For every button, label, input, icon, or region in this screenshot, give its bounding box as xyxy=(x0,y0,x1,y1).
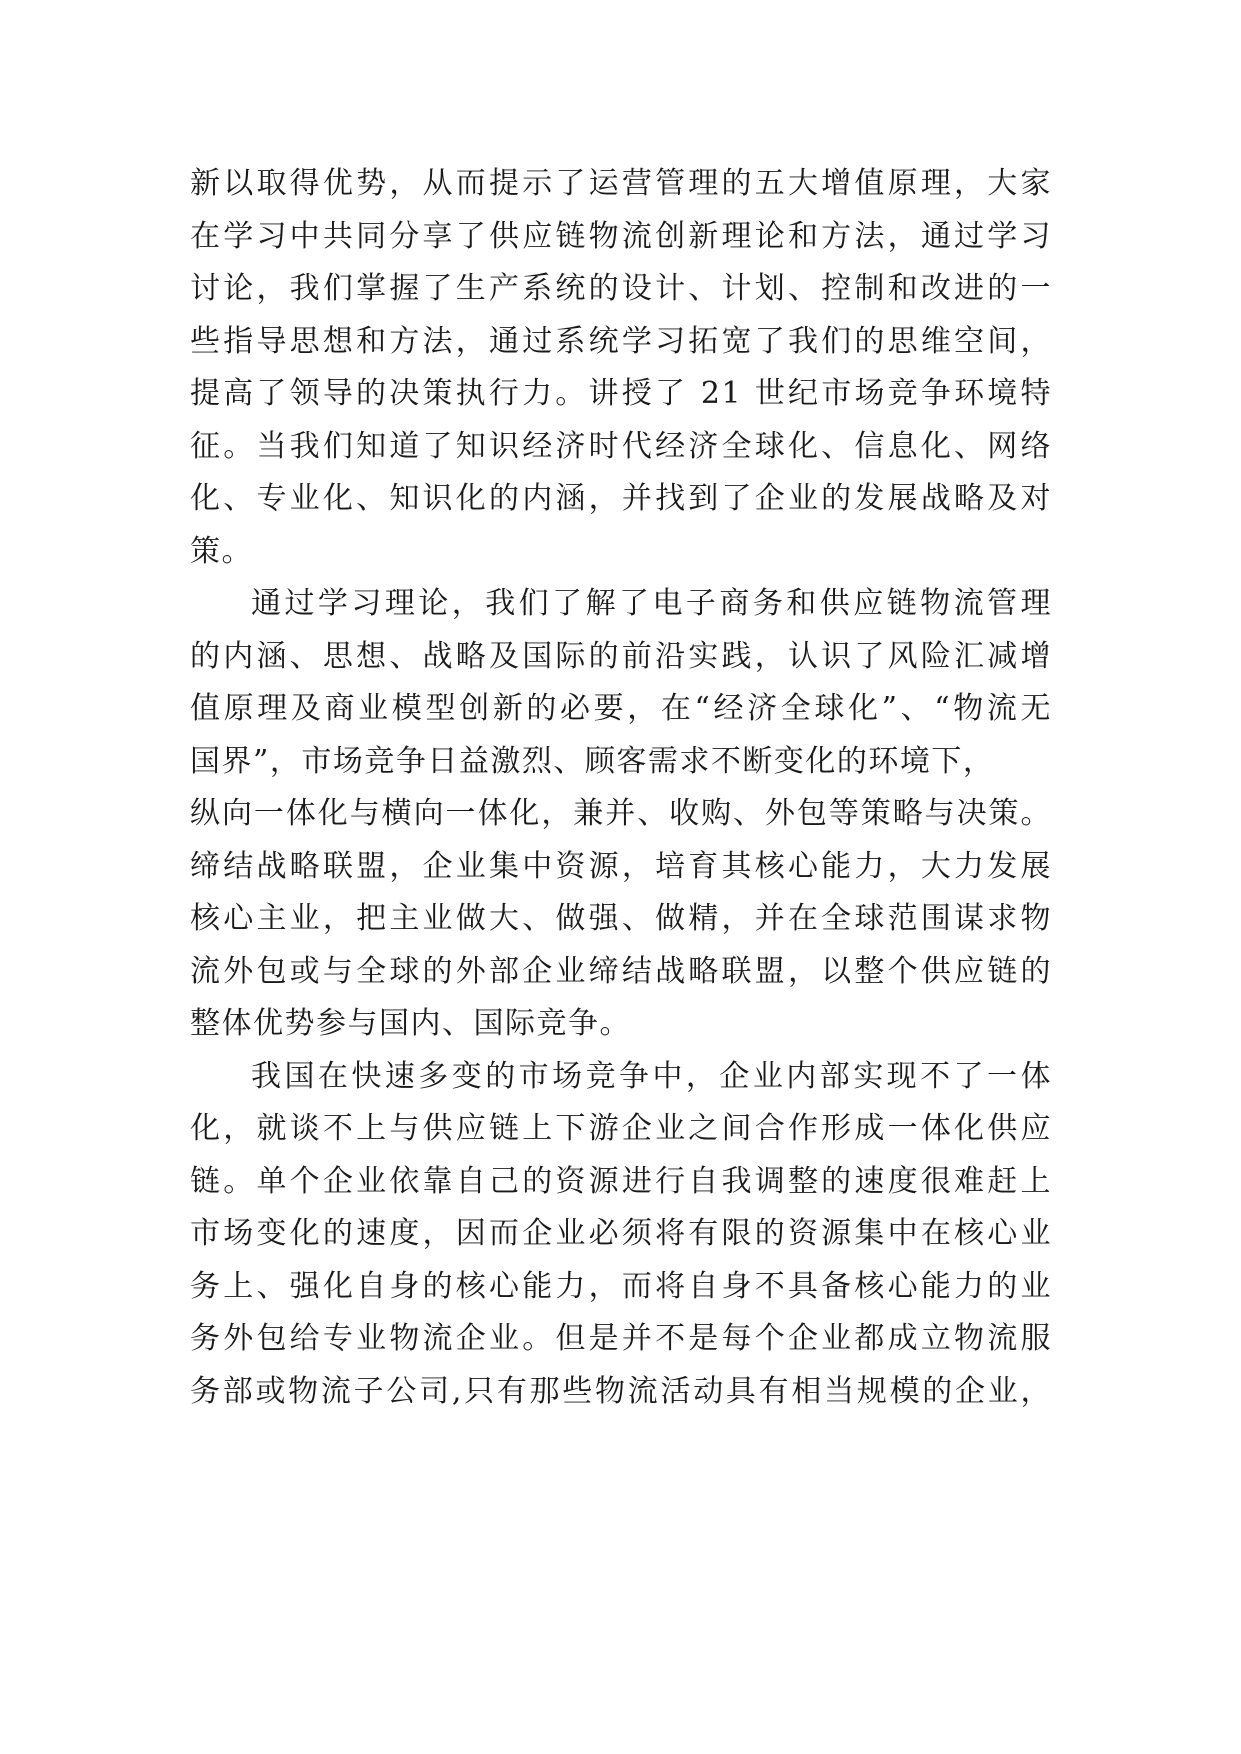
text-line: 值原理及商业模型创新的必要，在“经济全球化”、“物流无 xyxy=(190,691,1052,726)
text-line: 化，就谈不上与供应链上下游企业之间合作形成一体化供应 xyxy=(190,1111,1052,1146)
text-line: 些指导思想和方法，通过系统学习拓宽了我们的思维空间， xyxy=(190,323,1052,359)
text-line: 讨论，我们掌握了生产系统的设计、计划、控制和改进的一 xyxy=(190,271,1052,306)
text-line: 征。当我们知道了知识经济时代经济全球化、信息化、网络 xyxy=(190,428,1052,464)
text-line: 策。 xyxy=(190,533,253,569)
text-line: 务外包给专业物流企业。但是并不是每个企业都成立物流服 xyxy=(190,1321,1052,1356)
paragraph-start-line: 我国在快速多变的市场竞争中，企业内部实现不了一体 xyxy=(251,1058,1052,1094)
text-line: 在学习中共同分享了供应链物流创新理论和方法，通过学习 xyxy=(190,218,1052,254)
text-line: 市场变化的速度，因而企业必须将有限的资源集中在核心业 xyxy=(190,1216,1052,1251)
text-line: 新以取得优势，从而提示了运营管理的五大增值原理，大家 xyxy=(190,166,1052,201)
paragraph-start-line: 通过学习理论，我们了解了电子商务和供应链物流管理 xyxy=(251,586,1052,621)
text-line: 核心主业，把主业做大、做强、做精，并在全球范围谋求物 xyxy=(190,901,1052,936)
text-line: 缔结战略联盟，企业集中资源，培育其核心能力，大力发展 xyxy=(190,848,1052,884)
text-line: 流外包或与全球的外部企业缔结战略联盟，以整个供应链的 xyxy=(190,953,1052,989)
text-line: 纵向一体化与横向一体化，兼并、收购、外包等策略与决策。 xyxy=(190,796,1052,831)
text-line: 的内涵、思想、战略及国际的前沿实践，认识了风险汇减增 xyxy=(190,638,1052,674)
body-text xyxy=(190,158,1052,1418)
text-line: 提高了领导的决策执行力。讲授了 21 世纪市场竞争环境特 xyxy=(190,376,1052,411)
text-line: 链。单个企业依靠自己的资源进行自我调整的速度很难赶上 xyxy=(190,1163,1052,1199)
text-line: 化、专业化、知识化的内涵，并找到了企业的发展战略及对 xyxy=(190,481,1052,516)
text-line: 务部或物流子公司,只有那些物流活动具有相当规模的企业， xyxy=(190,1373,1052,1409)
text-line: 国界”，市场竞争日益激烈、顾客需求不断变化的环境下， xyxy=(190,743,995,779)
text-line: 整体优势参与国内、国际竞争。 xyxy=(190,1006,631,1041)
text-line: 务上、强化自身的核心能力，而将自身不具备核心能力的业 xyxy=(190,1268,1052,1304)
